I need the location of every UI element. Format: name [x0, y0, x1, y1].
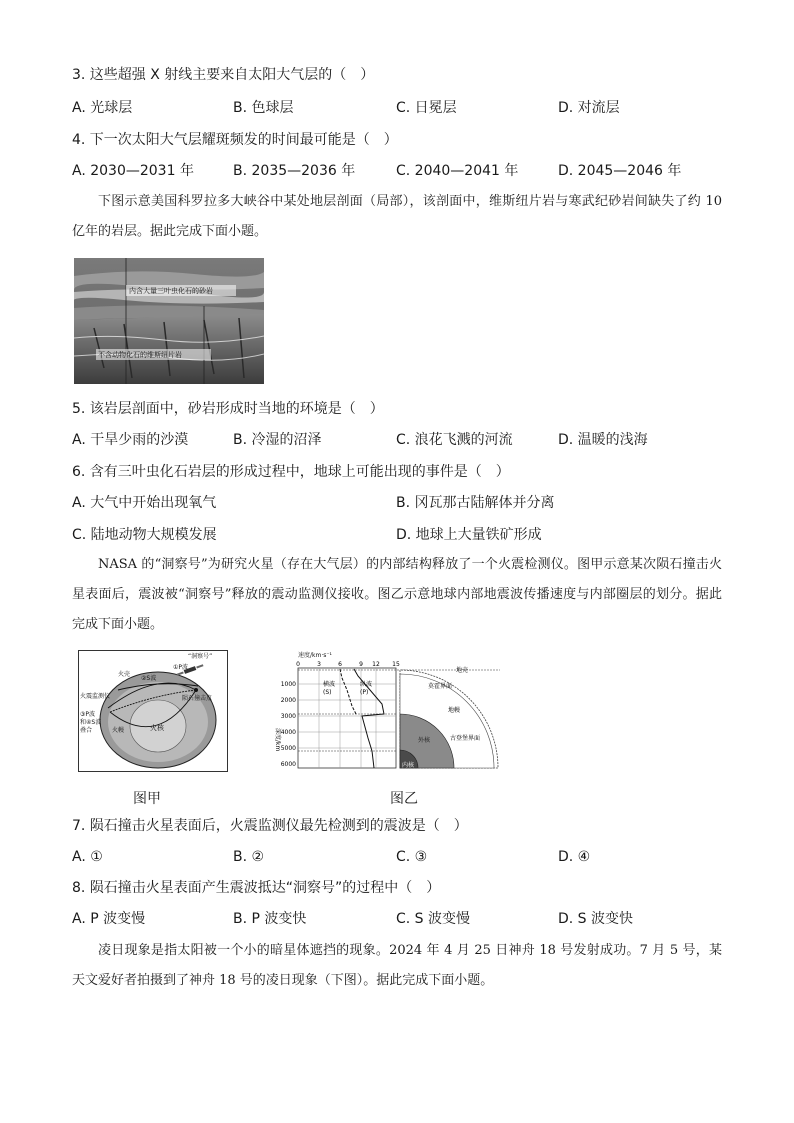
- question-7-option-b[interactable]: B. ②: [233, 849, 265, 865]
- question-6-option-a[interactable]: A. 大气中开始出现氧气: [72, 495, 217, 511]
- question-3-option-a[interactable]: A. 光球层: [72, 100, 133, 116]
- speed-tick-15: 15: [392, 661, 400, 668]
- speed-tick-3: 3: [317, 661, 321, 668]
- label-inner-core: 内核: [402, 762, 415, 769]
- question-4-option-c[interactable]: C. 2040—2041 年: [396, 163, 519, 179]
- p-wave-label-1: 纵波: [360, 681, 373, 688]
- question-5-option-a[interactable]: A. 干旱少雨的沙漠: [72, 432, 189, 448]
- label-mantle: 火幔: [112, 727, 125, 734]
- question-7-stem: 7. 陨石撞击火星表面后，火震监测仪最先检测到的震波是（ ）: [72, 818, 468, 834]
- depth-tick-4000: 4000: [280, 729, 296, 736]
- speed-tick-0: 0: [296, 661, 300, 668]
- question-3-option-c[interactable]: C. 日冕层: [396, 100, 457, 116]
- figure-jia-mars-diagram: [78, 650, 228, 772]
- depth-tick-6000: 6000: [280, 761, 296, 768]
- question-6-option-c[interactable]: C. 陆地动物大规模发展: [72, 527, 217, 543]
- s-wave-curve: [340, 669, 356, 714]
- depth-tick-1000: 1000: [280, 681, 296, 688]
- question-5-stem: 5. 该岩层剖面中，砂岩形成时当地的环境是（ ）: [72, 401, 384, 417]
- question-6-option-b[interactable]: B. 冈瓦那古陆解体并分离: [396, 495, 555, 511]
- question-3-option-b[interactable]: B. 色球层: [233, 100, 294, 116]
- label-p3: ③P波: [80, 711, 95, 718]
- question-6-stem: 6. 含有三叶虫化石岩层的形成过程中，地球上可能出现的事件是（ ）: [72, 464, 510, 480]
- question-8-stem: 8. 陨石撞击火星表面产生震波抵达“洞察号”的过程中（ ）: [72, 880, 441, 896]
- p-wave-label-2: (P): [360, 689, 369, 696]
- passage-transit: 凌日现象是指太阳被一个小的暗星体遮挡的现象。2024 年 4 月 25 日神舟 18 号发射成功。7 月 5 号，某天文爱好者拍摄到了神舟 18 号的凌日现象（下图）。据此完成下面小题。: [72, 943, 722, 988]
- speed-tick-6: 6: [338, 661, 342, 668]
- s-wave-label-2: (S): [323, 689, 332, 696]
- question-8-option-d[interactable]: D. S 波变快: [558, 911, 634, 927]
- figure-jia-caption: 图甲: [133, 791, 161, 807]
- speed-tick-12: 12: [372, 661, 380, 668]
- question-4-option-b[interactable]: B. 2035—2036 年: [233, 163, 356, 179]
- label-gutenberg: 古登堡界面: [450, 735, 481, 742]
- question-8-option-a[interactable]: A. P 波变慢: [72, 911, 146, 927]
- question-8-option-c[interactable]: C. S 波变慢: [396, 911, 471, 927]
- figure-yi-earth-seismic: [270, 648, 525, 774]
- label-monitor: 火震监测仪: [80, 693, 111, 700]
- question-4-option-d[interactable]: D. 2045—2046 年: [558, 163, 682, 179]
- depth-tick-5000: 5000: [280, 745, 296, 752]
- passage-mars: NASA 的“洞察号”为研究火星（存在大气层）的内部结构释放了一个火震检测仪。图甲示意某次陨石撞击火星表面后，震波被“洞察号”释放的震动监测仪接收。图乙示意地球内部地震波传播速度与内部圈层的划分。据此完成下面小题。: [72, 557, 722, 632]
- question-7-option-c[interactable]: C. ③: [396, 849, 428, 865]
- question-6-option-d[interactable]: D. 地球上大量铁矿形成: [396, 527, 542, 543]
- speed-axis-label: 速度/km·s⁻¹: [298, 652, 332, 659]
- label-moho: 莫霍界面: [428, 683, 453, 690]
- question-7-option-d[interactable]: D. ④: [558, 849, 591, 865]
- label-p3c: 叠合: [80, 727, 93, 734]
- figure-yi-caption: 图乙: [390, 791, 418, 807]
- question-4-stem: 4. 下一次太阳大气层耀斑频发的时间最可能是（ ）: [72, 132, 398, 148]
- passage-canyon: 下图示意美国科罗拉多大峡谷中某处地层剖面（局部），该剖面中，维斯纽片岩与寒武纪砂岩间缺失了约 10 亿年的岩层。据此完成下面小题。: [72, 194, 722, 239]
- question-3-option-d[interactable]: D. 对流层: [558, 100, 620, 116]
- label-crust: 火壳: [118, 671, 131, 678]
- canyon-strata-photo: [74, 258, 264, 384]
- label-outer-core: 外核: [418, 737, 431, 744]
- photo-label-schist: 不含动物化石的维斯纽片岩: [98, 351, 182, 359]
- question-3-stem: 3. 这些超强 X 射线主要来自太阳大气层的（ ）: [72, 67, 375, 83]
- question-8-option-b[interactable]: B. P 波变快: [233, 911, 307, 927]
- label-impact: 陨石撞击点: [182, 695, 213, 702]
- question-4-option-a[interactable]: A. 2030—2031 年: [72, 163, 194, 179]
- label-core: 火核: [150, 724, 164, 732]
- label-probe: “洞察号”: [188, 653, 213, 660]
- s-wave-label-1: 横波: [323, 681, 336, 688]
- depth-axis-label: 深度/km: [274, 728, 281, 752]
- depth-tick-3000: 3000: [280, 713, 296, 720]
- question-5-option-b[interactable]: B. 冷湿的沼泽: [233, 432, 322, 448]
- label-p2: ②S波: [141, 675, 157, 682]
- speed-tick-9: 9: [359, 661, 363, 668]
- label-crust: 地壳: [456, 667, 469, 674]
- question-7-option-a[interactable]: A. ①: [72, 849, 103, 865]
- photo-label-sandstone: 内含大量三叶虫化石的砂岩: [129, 287, 213, 295]
- question-5-option-c[interactable]: C. 浪花飞溅的河流: [396, 432, 513, 448]
- label-p3b: 和④S波: [80, 719, 102, 726]
- label-p1: ①P波: [173, 664, 188, 671]
- depth-tick-2000: 2000: [280, 697, 296, 704]
- label-mantle: 地幔: [448, 707, 461, 714]
- question-5-option-d[interactable]: D. 温暖的浅海: [558, 432, 648, 448]
